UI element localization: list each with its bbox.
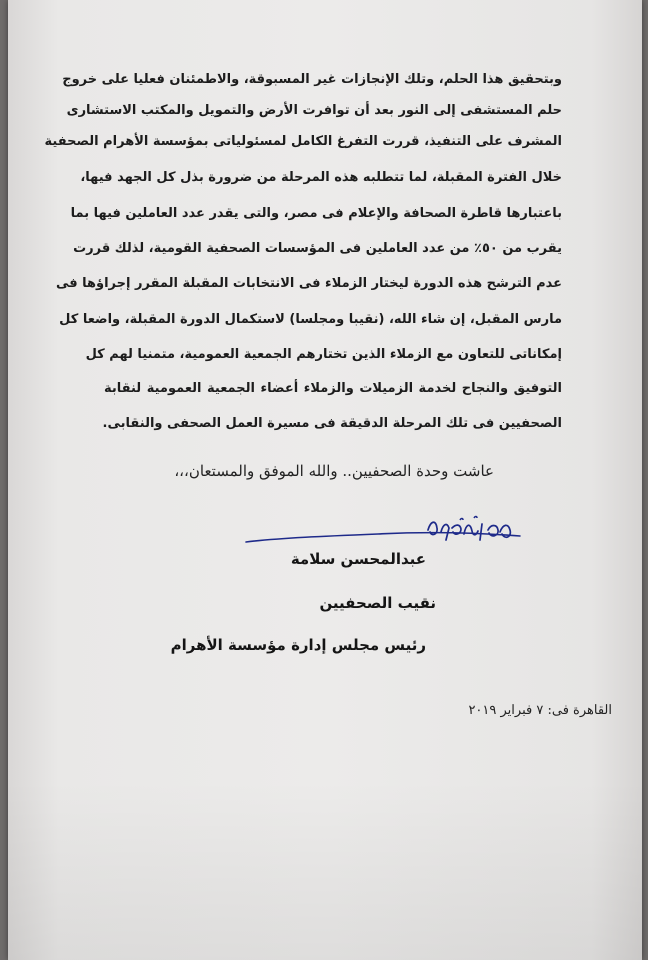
body-line: يقرب من ٥٠٪ من عدد العاملين فى المؤسسات الصحفية القومية، لذلك قررت [73,241,562,256]
letter-body [8,0,642,960]
body-line: حلم المستشفى إلى النور بعد أن توافرت الأرض والتمويل والمكتب الاستشارى [66,103,562,118]
signer-position: رئيس مجلس إدارة مؤسسة الأهرام [170,636,426,654]
body-line: باعتبارها قاطرة الصحافة والإعلام فى مصر، والتى يقدر عدد العاملين فيها بما [70,206,562,221]
body-line: إمكاناتى للتعاون مع الزملاء الذين تختارهم الجمعية العمومية، متمنيا لهم كل [85,347,562,362]
body-line: عدم الترشح هذه الدورة ليختار الزملاء فى الانتخابات المقبلة المقرر إجراؤها فى [55,276,562,291]
body-line: التوفيق والنجاح لخدمة الزميلات والزملاء أعضاء الجمعية العمومية لنقابة [104,381,562,396]
body-line: الصحفيين فى تلك المرحلة الدقيقة فى مسيرة العمل الصحفى والنقابى. [102,416,562,431]
body-line: المشرف على التنفيذ، قررت التفرغ الكامل لمسئولياتى بمؤسسة الأهرام الصحفية [44,134,562,149]
signer-title: نقيب الصحفيين [319,594,436,612]
signer-name: عبدالمحسن سلامة [290,550,426,568]
body-line: خلال الفترة المقبلة، لما تتطلبه هذه المرحلة من ضرورة بذل كل الجهد فيها، [80,170,562,185]
closing-salutation: عاشت وحدة الصحفيين.. والله الموفق والمستعان،،، [174,462,494,480]
body-line: مارس المقبل، إن شاء الله، (نقيبا ومجلسا) لاستكمال الدورة المقبلة، واضعا كل [59,312,562,327]
letter-page [8,0,642,960]
letter-date: القاهرة فى: ٧ فبراير ٢٠١٩ [468,703,612,718]
body-line: وبتحقيق هذا الحلم، وتلك الإنجازات غير المسبوقة، والاطمئنان فعليا على خروج [62,72,562,87]
